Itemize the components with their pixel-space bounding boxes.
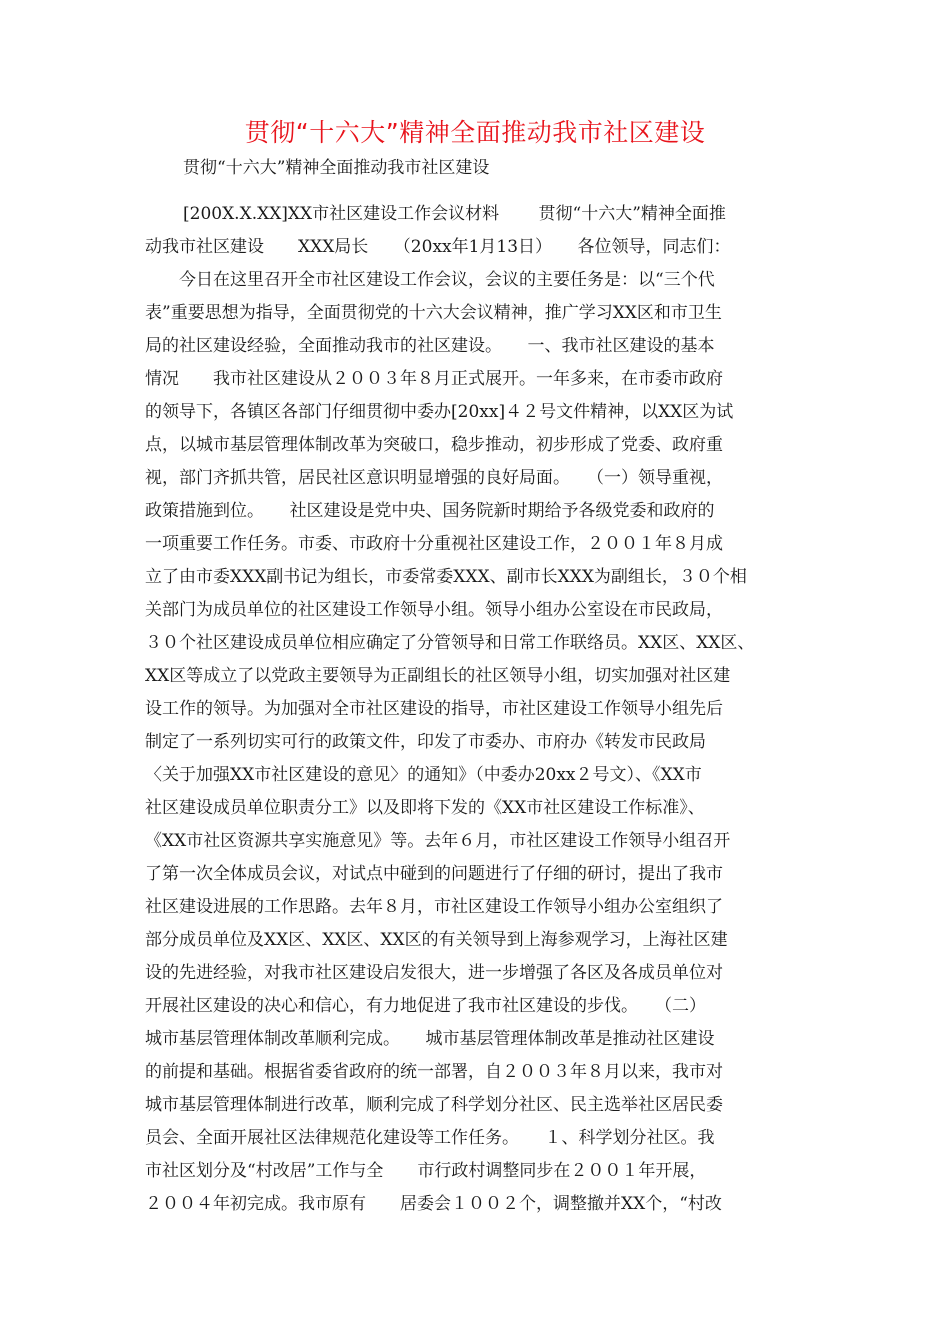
body-line: XX区等成立了以党政主要领导为正副组长的社区领导小组，切实加强对社区建 xyxy=(145,666,731,686)
body-line: [200X.X.XX]XX市社区建设工作会议材料 贯彻“十六大”精神全面推 xyxy=(183,204,726,224)
body-line: 部分成员单位及XX区、XX区、XX区的有关领导到上海参观学习，上海社区建 xyxy=(145,930,728,950)
body-line: 城市基层管理体制进行改革，顺利完成了科学划分社区、民主选举社区居民委 xyxy=(145,1095,723,1115)
body-line: 了第一次全体成员会议，对试点中碰到的问题进行了仔细的研讨，提出了我市 xyxy=(145,864,723,884)
body-line: 开展社区建设的决心和信心，有力地促进了我市社区建设的步伐。 （二） xyxy=(145,996,706,1016)
body-line: 情况 我市社区建设从２００３年８月正式展开。一年多来，在市委市政府 xyxy=(145,369,723,389)
body-line: 视，部门齐抓共管，居民社区意识明显增强的良好局面。 （一）领导重视， xyxy=(145,468,723,488)
body-line: 一项重要工作任务。市委、市政府十分重视社区建设工作，２００１年８月成 xyxy=(145,534,723,554)
body-line: 政策措施到位。 社区建设是党中央、国务院新时期给予各级党委和政府的 xyxy=(145,501,715,521)
body-line: 局的社区建设经验，全面推动我市的社区建设。 一、我市社区建设的基本 xyxy=(145,336,715,356)
body-line: 设的先进经验，对我市社区建设启发很大，进一步增强了各区及各成员单位对 xyxy=(145,963,723,983)
body-line: ２００４年初完成。我市原有 居委会１００２个，调整撤并XX个，“村改 xyxy=(145,1194,722,1214)
body-line: 关部门为成员单位的社区建设工作领导小组。领导小组办公室设在市民政局， xyxy=(145,600,723,620)
body-line: 的前提和基础。根据省委省政府的统一部署，自２００３年８月以来，我市对 xyxy=(145,1062,723,1082)
body-line: 设工作的领导。为加强对全市社区建设的指导，市社区建设工作领导小组先后 xyxy=(145,699,723,719)
body-line: 城市基层管理体制改革顺利完成。 城市基层管理体制改革是推动社区建设 xyxy=(145,1029,715,1049)
body-line: ３０个社区建设成员单位相应确定了分管领导和日常工作联络员。XX区、XX区、 xyxy=(145,633,755,653)
body-line: 今日在这里召开全市社区建设工作会议，会议的主要任务是：以“三个代 xyxy=(145,270,715,290)
body-line: 《XX市社区资源共享实施意见》等。去年６月，市社区建设工作领导小组召开 xyxy=(145,831,731,851)
body-line: 立了由市委XXX副书记为组长，市委常委XXX、副市长XXX为副组长，３０个相 xyxy=(145,567,747,587)
body-line: 表”重要思想为指导，全面贯彻党的十六大会议精神，推广学习XX区和市卫生 xyxy=(145,303,722,323)
body-line: 社区建设进展的工作思路。去年８月，市社区建设工作领导小组办公室组织了 xyxy=(145,897,723,917)
body-line: 市社区划分及“村改居”工作与全 市行政村调整同步在２００１年开展， xyxy=(145,1161,707,1181)
document-page xyxy=(145,112,805,1221)
document-subtitle: 贯彻“十六大”精神全面推动我市社区建设 xyxy=(183,158,490,178)
document-title: 贯彻“十六大”精神全面推动我市社区建设 xyxy=(244,118,706,147)
body-line: 动我市社区建设 XXX局长 （20xx年1月13日） 各位领导，同志们： xyxy=(145,237,731,257)
body-line: 点，以城市基层管理体制改革为突破口，稳步推动，初步形成了党委、政府重 xyxy=(145,435,723,455)
body-line: 的领导下，各镇区各部门仔细贯彻中委办[20xx]４２号文件精神，以XX区为试 xyxy=(145,402,734,422)
body-line: 制定了一系列切实可行的政策文件，印发了市委办、市府办《转发市民政局 xyxy=(145,732,706,752)
body-line: 社区建设成员单位职责分工》以及即将下发的《XX市社区建设工作标准》、 xyxy=(145,798,705,818)
document-body xyxy=(145,198,805,1221)
body-line: 员会、全面开展社区法律规范化建设等工作任务。 １、科学划分社区。我 xyxy=(145,1128,715,1148)
body-line: 〈关于加强XX市社区建设的意见〉的通知》（中委办20xx２号文）、《XX市 xyxy=(145,765,702,785)
